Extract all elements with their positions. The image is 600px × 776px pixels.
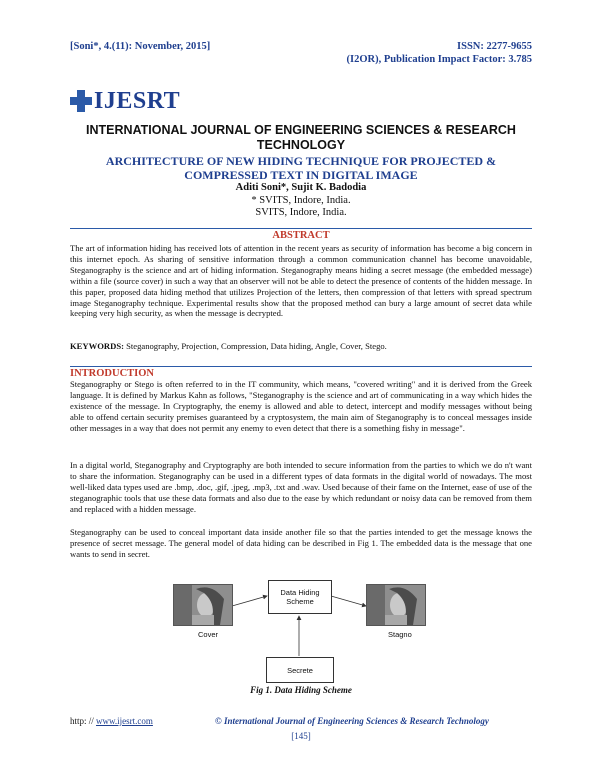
introduction-heading: INTRODUCTION [70,366,532,380]
scheme-to-stego-arrow [331,596,366,606]
data-hiding-diagram [170,578,430,688]
cover-label: Cover [198,630,219,639]
footer-copyright: © International Journal of Engineering Sciences & Research Technology [215,716,489,726]
header-issn: ISSN: 2277-9655 [457,41,532,52]
figure-caption: Fig 1. Data Hiding Scheme [250,685,352,695]
data-hiding-scheme-box [268,580,332,614]
page-number: [145] [291,731,311,741]
paper-title: ARCHITECTURE OF NEW HIDING TECHNIQUE FOR PROJECTED & COMPRESSED TEXT IN DIGITAL IMAGE [105,154,497,182]
header-citation: [Soni*, 4.(11): November, 2015] [70,41,211,52]
author-names: Aditi Soni*, Sujit K. Badodia [235,182,367,193]
footer [70,716,532,726]
journal-logo [70,88,180,114]
footer-url-prefix: http: // [70,716,97,726]
cover-to-scheme-arrow [232,596,267,606]
lena-image-icon [174,585,232,625]
journal-url-link[interactable]: www.ijesrt.com [96,716,153,726]
lena-image-icon [367,585,425,625]
stego-label: Stagno [388,630,412,639]
cover-image [173,584,233,626]
author-affiliation-2: SVITS, Indore, India. [255,207,347,218]
author-block [70,182,532,220]
stego-image [366,584,426,626]
abstract-heading: ABSTRACT [70,228,532,242]
keywords [70,341,532,352]
intro-paragraph-1: Steganography or Stego is often referred to in the IT community, which means, "covered writing" and it is derived from the Greek language. It is defined by Markus Kahn as follows, "Steganography is the science and art of communicating in a way which hides the existence of the message. In Cryptography, the enemy is allowed and able to detect, intercept and modify messages without being able to offend certain security premises guaranteed by a cryptosystem, the main aim of Steganography is to conceal messages inside other messages in a way that does not permit any enemy to even detect that there is a something fishy in message". [70,379,532,433]
journal-title: INTERNATIONAL JOURNAL OF ENGINEERING SCIENCES & RESEARCH TECHNOLOGY [86,123,516,152]
secret-label: Secrete [287,665,313,675]
logo-text: IJESRT [94,87,181,114]
intro-paragraph-2: In a digital world, Steganography and Cryptography are both intended to secure information from the parties to which we do n't want to share the information. Steganography can be used in a different types of data formats in the digital world of nowadays. The most well-liked data types used are .bmp, .doc, .gif, .jpeg, .mp3, .txt and .wav. Used because of their fame on the Internet, ease of use of the steganographic tools that use these data formats and also due to the ease by which redundant or noisy data can be removed from them and replaced with a hidden message. [70,460,532,514]
abstract-text: The art of information hiding has received lots of attention in the recent years as security of information has become a big concern in this internet epoch. As sharing of sensitive information through a common communication channel has become unavoidable, Steganography is the science and art of hiding information. Steganography means hiding a secret message (the embedded message) within a file (source cover) in such a way that an observer will not be able to detect the presence of contents of the hidden message. In this paper, proposed data hiding method that utilizes Projection of the letters, then compression of that letters with spread spectrum image Steganography technique. Experimental results show that the proposed method can bury a large amount of secret data while keeping very high security, as when the message is decrypted. [70,243,532,319]
plus-icon [70,90,92,112]
header-journal-info [347,40,532,66]
keywords-text: Steganography, Projection, Compression, Data hiding, Angle, Cover, Stego. [123,341,387,351]
intro-paragraph-3: Steganography can be used to conceal important data inside another file so that the parties intended to get the message knows the presence of secret message. The general model of data hiding can be described in Fig 1. The embedded data is the message that one wants to send in secret. [70,527,532,559]
secret-box [266,657,334,683]
scheme-label: Data Hiding Scheme [280,588,320,606]
header-impact-factor: (I2OR), Publication Impact Factor: 3.785 [346,54,532,65]
keywords-label: KEYWORDS: [70,341,124,351]
author-affiliation-1: * SVITS, Indore, India. [251,194,351,206]
